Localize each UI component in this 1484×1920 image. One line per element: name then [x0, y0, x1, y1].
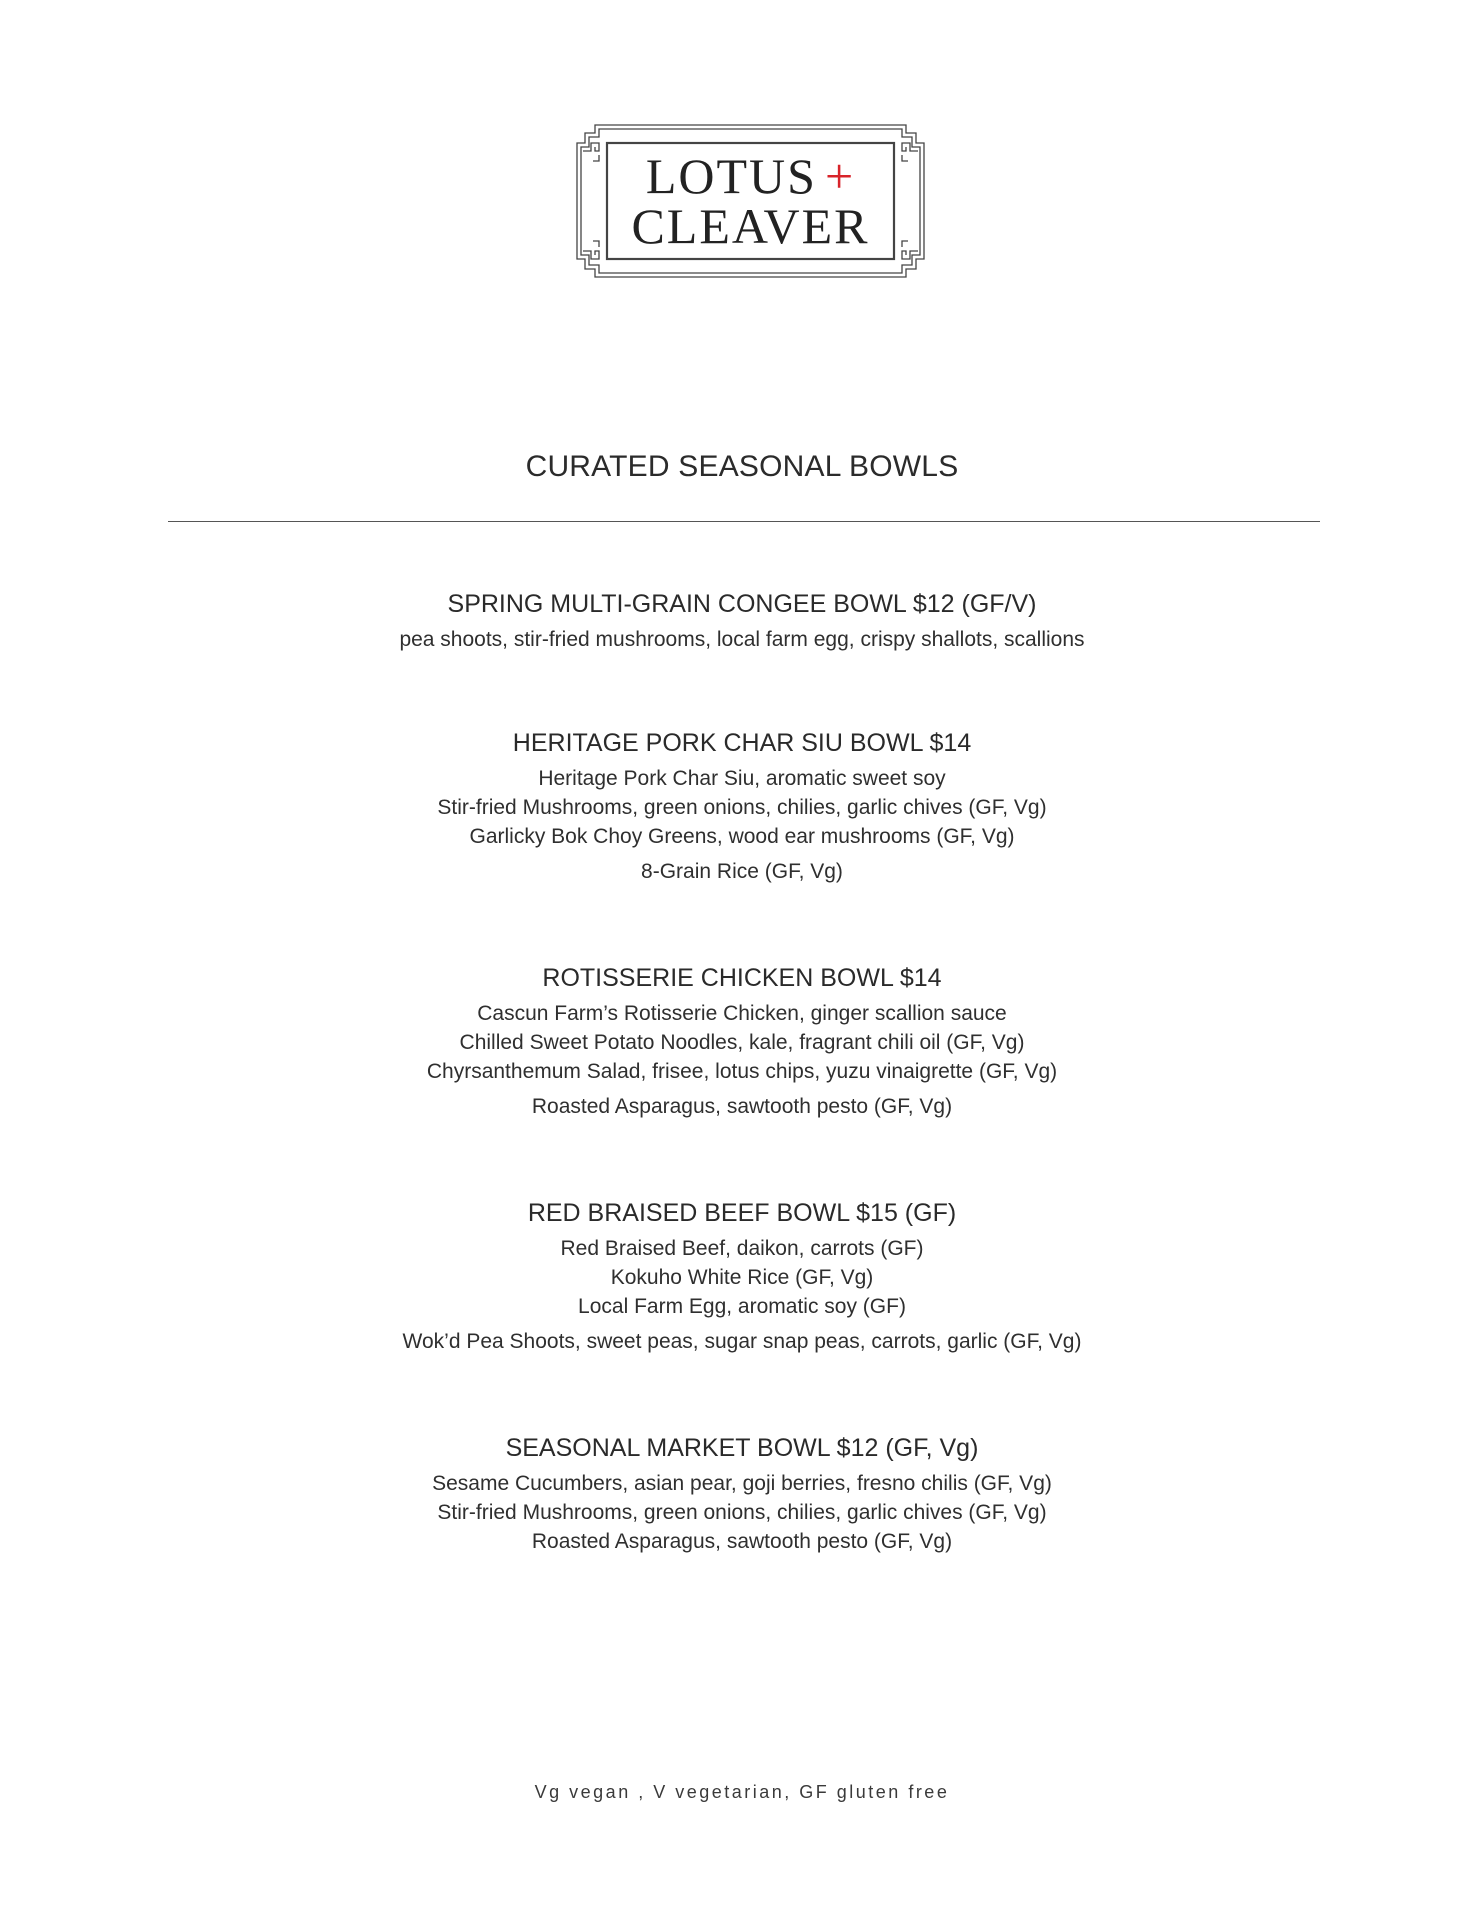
dietary-legend: Vg vegan , V vegetarian, GF gluten free: [534, 1782, 950, 1802]
menu-item-component: Heritage Pork Char Siu, aromatic sweet soy: [538, 767, 946, 790]
menu-item-congee-bowl: [0, 589, 1484, 654]
menu-item-component: Stir-fried Mushrooms, green onions, chilies, garlic chives (GF, Vg): [437, 1501, 1047, 1524]
logo-word-lotus: LOTUS: [645, 148, 817, 204]
menu-item-component: Sesame Cucumbers, asian pear, goji berries, fresno chilis (GF, Vg): [432, 1472, 1052, 1495]
menu-item-title: ROTISSERIE CHICKEN BOWL $14: [542, 964, 942, 992]
menu-item-title: SPRING MULTI-GRAIN CONGEE BOWL $12 (GF/V): [447, 590, 1037, 618]
restaurant-logo: [573, 121, 928, 281]
menu-item-component: Kokuho White Rice (GF, Vg): [610, 1266, 874, 1289]
menu-item-market-bowl: [0, 1433, 1484, 1556]
menu-item-component: Wok’d Pea Shoots, sweet peas, sugar snap peas, carrots, garlic (GF, Vg): [402, 1330, 1082, 1353]
menu-item-beef-bowl: [0, 1198, 1484, 1356]
menu-item-component: Stir-fried Mushrooms, green onions, chilies, garlic chives (GF, Vg): [437, 796, 1047, 819]
menu-item-component: Roasted Asparagus, sawtooth pesto (GF, Vg): [531, 1530, 953, 1553]
menu-item-chicken-bowl: [0, 963, 1484, 1121]
menu-item-description: pea shoots, stir-fried mushrooms, local farm egg, crispy shallots, scallions: [399, 628, 1085, 651]
menu-item-component: Chilled Sweet Potato Noodles, kale, fragrant chili oil (GF, Vg): [459, 1031, 1025, 1054]
menu-item-component: Cascun Farm’s Rotisserie Chicken, ginger scallion sauce: [477, 1002, 1007, 1025]
menu-item-component: Red Braised Beef, daikon, carrots (GF): [560, 1237, 924, 1260]
menu-item-component: Garlicky Bok Choy Greens, wood ear mushrooms (GF, Vg): [469, 825, 1015, 848]
menu-item-char-siu-bowl: [0, 728, 1484, 886]
menu-item-component: Chyrsanthemum Salad, frisee, lotus chips, yuzu vinaigrette (GF, Vg): [426, 1060, 1058, 1083]
menu-item-title: SEASONAL MARKET BOWL $12 (GF, Vg): [505, 1434, 979, 1462]
menu-item-component: 8-Grain Rice (GF, Vg): [641, 860, 843, 883]
menu-item-title: RED BRAISED BEEF BOWL $15 (GF): [527, 1199, 957, 1227]
menu-item-component: Roasted Asparagus, sawtooth pesto (GF, Vg): [531, 1095, 953, 1118]
menu-item-component: Local Farm Egg, aromatic soy (GF): [578, 1295, 906, 1318]
section-title: CURATED SEASONAL BOWLS: [525, 450, 959, 483]
logo-line-1: [573, 148, 928, 204]
menu-item-title: HERITAGE PORK CHAR SIU BOWL $14: [512, 729, 972, 757]
divider: [168, 521, 1320, 522]
logo-plus-sign: +: [824, 148, 856, 204]
logo-word-cleaver: CLEAVER: [631, 198, 870, 254]
